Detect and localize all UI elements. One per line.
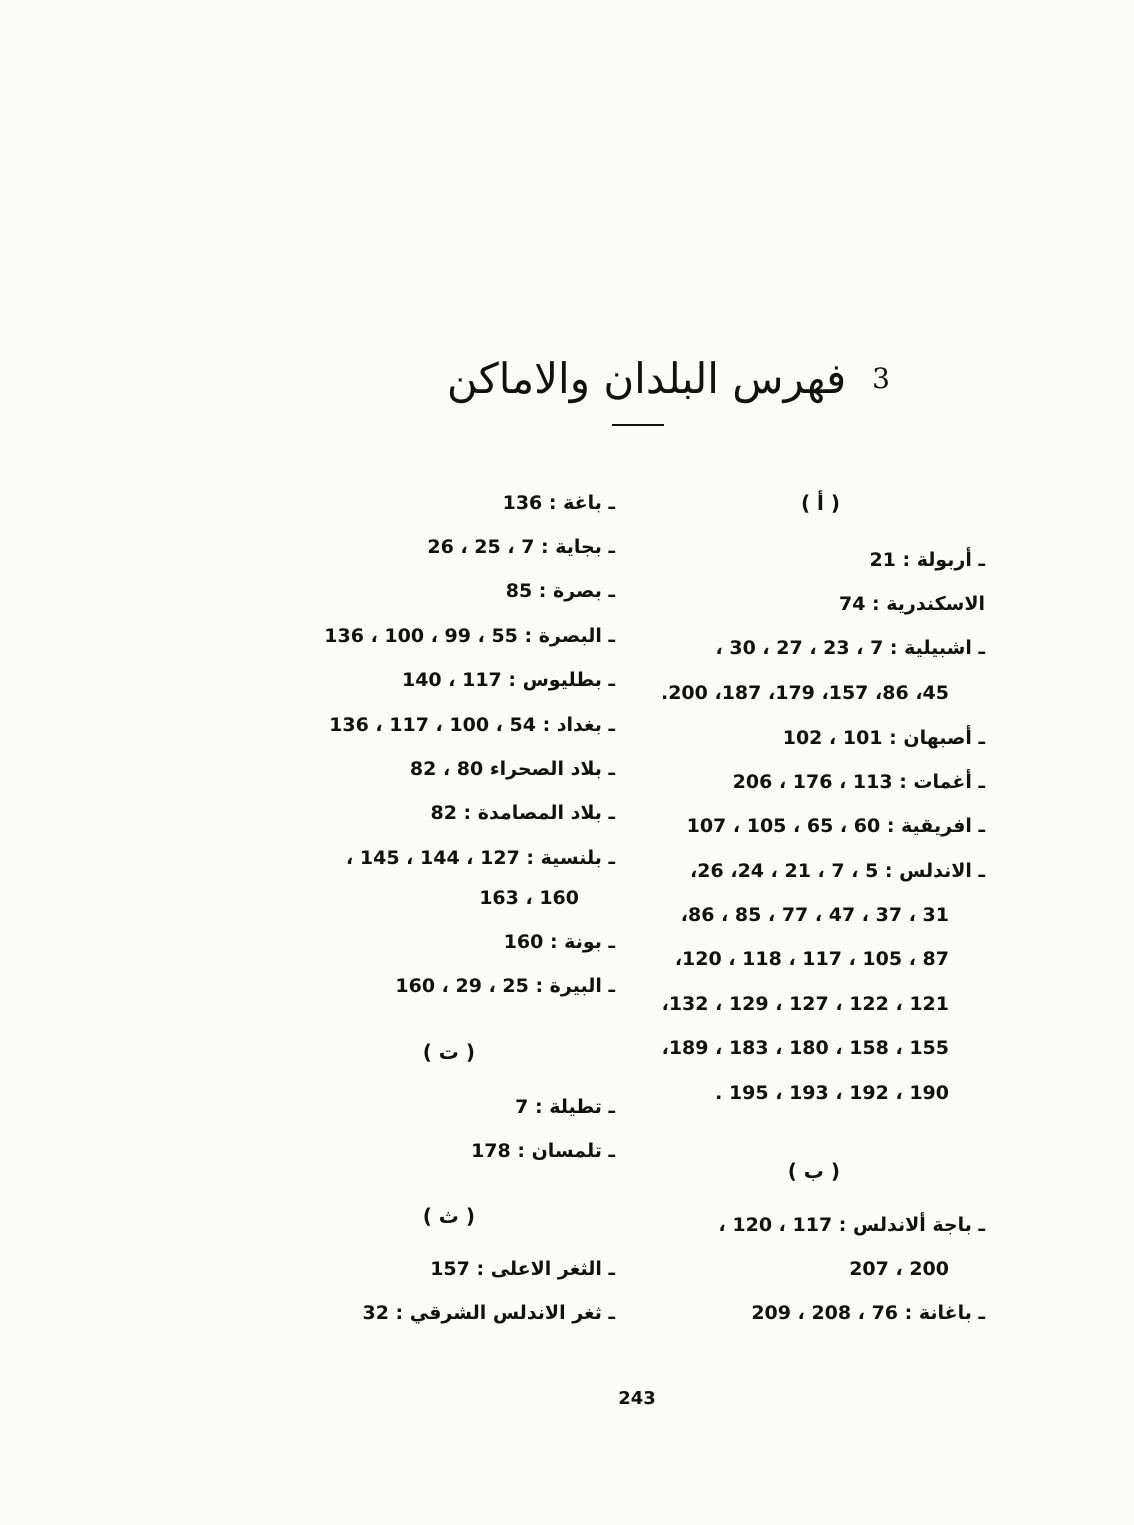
index-entry-continuation: 45، 86، 157، 179، 187، 200. [660, 682, 949, 704]
index-entry: ـ البيرة : 25 ، 29 ، 160 [395, 975, 615, 997]
index-entry: ـ الاندلس : 5 ، 7 ، 21 ، 24، 26، [690, 860, 985, 882]
index-entry: ـ بلاد الصحراء 80 ، 82 [409, 758, 615, 780]
index-entry: ـ بجاية : 7 ، 25 ، 26 [427, 536, 615, 558]
index-entry: ـ بلاد المصامدة : 82 [430, 802, 615, 824]
page-title: فهرس البلدان والاماكن [446, 353, 847, 403]
index-entry-continuation: 31 ، 37 ، 47 ، 77 ، 85 ، 86، [680, 904, 949, 926]
index-entry-continuation: 160 ، 163 [479, 887, 579, 909]
index-entry: ـ البصرة : 55 ، 99 ، 100 ، 136 [324, 625, 615, 647]
index-entry: ـ بصرة : 85 [505, 580, 615, 602]
index-entry: ـ تطيلة : 7 [515, 1096, 615, 1118]
page-title-block [390, 348, 890, 408]
index-entry: ـ بطليوس : 117 ، 140 [401, 669, 615, 691]
index-entry-continuation: 190 ، 192 ، 193 ، 195 . [715, 1082, 949, 1104]
title-underline [612, 424, 664, 426]
index-entry-continuation: 200 ، 207 [849, 1258, 949, 1280]
index-entry: ـ باجة ألاندلس : 117 ، 120 ، [718, 1214, 985, 1236]
section-heading-ta: ( ت ) [422, 1040, 475, 1064]
index-entry: ـ افريقية : 60 ، 65 ، 105 ، 107 [686, 815, 985, 837]
index-entry: ـ الثغر الاعلى : 157 [430, 1258, 615, 1280]
index-entry: ـ بونة : 160 [503, 931, 615, 953]
index-entry: الاسكندرية : 74 [838, 593, 985, 615]
section-heading-ba: ( ب ) [787, 1159, 840, 1183]
section-heading-tha: ( ث ) [422, 1204, 475, 1228]
index-entry-continuation: 87 ، 105 ، 117 ، 118 ، 120، [674, 948, 949, 970]
index-entry: ـ تلمسان : 178 [471, 1140, 615, 1162]
index-entry: ـ أغمات : 113 ، 176 ، 206 [732, 771, 985, 793]
page-number: 243 [618, 1388, 656, 1409]
index-entry-continuation: 155 ، 158 ، 180 ، 183 ، 189، [661, 1037, 949, 1059]
index-entry: ـ أصبهان : 101 ، 102 [782, 727, 985, 749]
index-entry-continuation: 121 ، 122 ، 127 ، 129 ، 132، [661, 993, 949, 1015]
index-entry: ـ اشبيلية : 7 ، 23 ، 27 ، 30 ، [715, 637, 985, 659]
chapter-number: 3 [872, 361, 890, 395]
index-entry: ـ ثغر الاندلس الشرقي : 32 [362, 1302, 615, 1324]
index-entry: ـ باغة : 136 [502, 492, 615, 514]
index-entry: ـ باغانة : 76 ، 208 ، 209 [751, 1302, 985, 1324]
index-entry: ـ بغداد : 54 ، 100 ، 117 ، 136 [329, 714, 615, 736]
section-heading-alif: ( أ ) [800, 491, 840, 515]
index-entry: ـ بلنسية : 127 ، 144 ، 145 ، [346, 847, 615, 869]
index-entry: ـ أربولة : 21 [869, 549, 985, 571]
